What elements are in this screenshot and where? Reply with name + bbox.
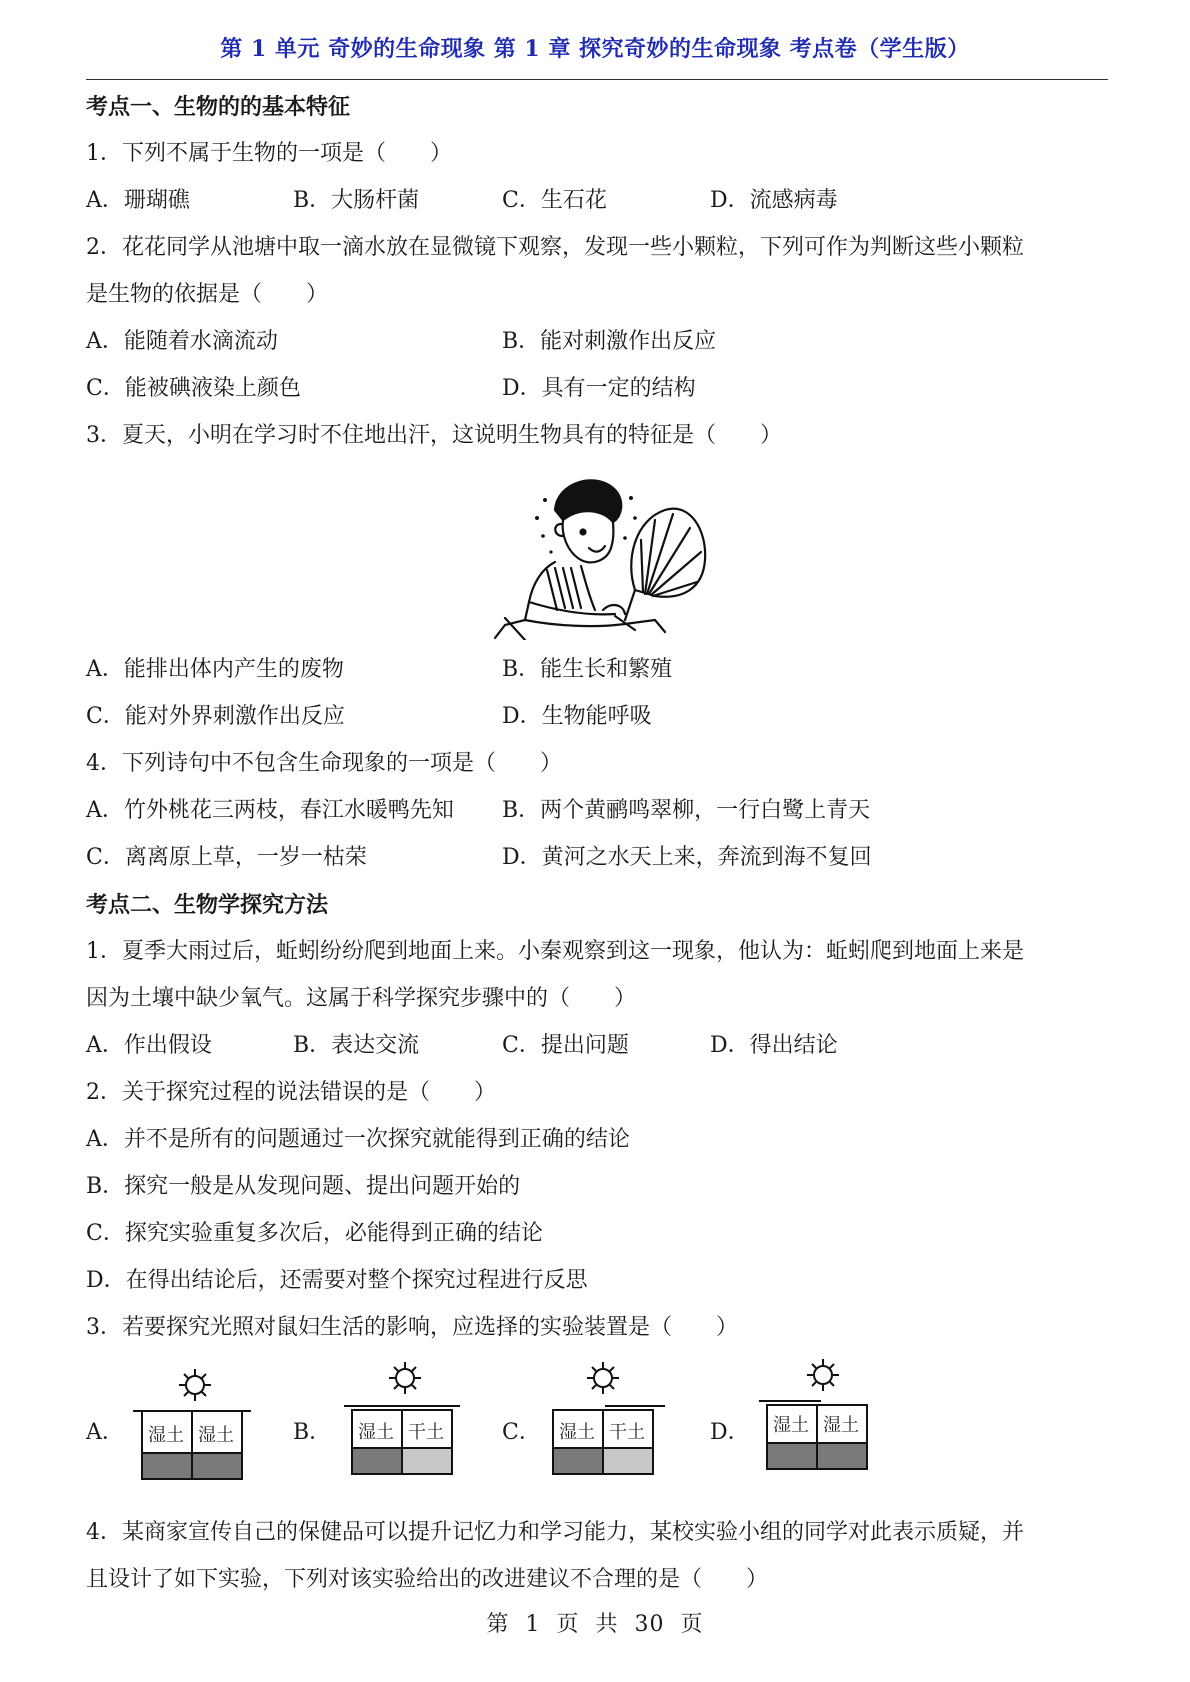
s1-q2-stem-line1: 2．花花同学从池塘中取一滴水放在显微镜下观察，发现一些小颗粒，下列可作为判断这些小颗粒 <box>86 235 1025 260</box>
setup-a-diagram <box>130 1365 255 1485</box>
setup-a-left-label: 湿土 <box>148 1425 184 1446</box>
s2-q4-stem-line1: 4．某商家宣传自己的保健品可以提升记忆力和学习能力，某校实验小组的同学对此表示质疑，并 <box>86 1520 1025 1545</box>
s2-q3-letter-d: D． <box>710 1420 750 1445</box>
s1-q1-stem: 1．下列不属于生物的一项是（ ） <box>86 141 452 166</box>
setup-c-diagram <box>545 1358 670 1478</box>
s2-q2-option-a: A．并不是所有的问题通过一次探究就能得到正确的结论 <box>86 1127 630 1152</box>
s1-q1-option-c: C．生石花 <box>502 188 607 213</box>
s2-q3-letter-a: A． <box>86 1420 124 1445</box>
sun-icon <box>807 1359 839 1391</box>
s2-q2-option-c: C．探究实验重复多次后，必能得到正确的结论 <box>86 1221 543 1246</box>
s2-q1-stem-line2: 因为土壤中缺少氧气。这属于科学探究步骤中的（ ） <box>86 986 637 1011</box>
page-header: 第 1 单元 奇妙的生命现象 第 1 章 探究奇妙的生命现象 考点卷（学生版） <box>220 36 970 62</box>
s2-q2-option-b: B．探究一般是从发现问题、提出问题开始的 <box>86 1174 521 1199</box>
footer-page-suffix: 页 <box>556 1612 580 1637</box>
setup-b-diagram <box>340 1358 465 1478</box>
s1-q3-option-b: B．能生长和繁殖 <box>502 657 673 682</box>
s1-q3-option-a: A．能排出体内产生的废物 <box>86 657 344 682</box>
s1-q2-option-d: D．具有一定的结构 <box>502 376 696 401</box>
setup-b-right-label: 干土 <box>408 1422 444 1443</box>
sun-icon <box>587 1362 619 1394</box>
setup-d-diagram <box>755 1355 880 1475</box>
s2-q1-option-d: D．得出结论 <box>710 1033 838 1058</box>
s1-q4-stem: 4．下列诗句中不包含生命现象的一项是（ ） <box>86 751 562 776</box>
s2-q2-option-d: D．在得出结论后，还需要对整个探究过程进行反思 <box>86 1268 588 1293</box>
s2-q3-stem: 3．若要探究光照对鼠妇生活的影响，应选择的实验装置是（ ） <box>86 1315 738 1340</box>
footer-total-suffix: 页 <box>680 1612 704 1637</box>
s2-q4-stem-line2: 且设计了如下实验，下列对该实验给出的改进建议不合理的是（ ） <box>86 1567 769 1592</box>
s1-q4-option-c: C．离离原上草，一岁一枯荣 <box>86 845 367 870</box>
setup-a-right-label: 湿土 <box>198 1425 234 1446</box>
s2-q3-letter-b: B． <box>293 1420 332 1445</box>
s1-q2-option-c: C．能被碘液染上颜色 <box>86 376 301 401</box>
setup-b-left-label: 湿土 <box>358 1422 394 1443</box>
s1-q4-option-a: A．竹外桃花三两枝，春江水暖鸭先知 <box>86 798 454 823</box>
s1-q3-option-c: C．能对外界刺激作出反应 <box>86 704 345 729</box>
sweating-boy-illustration <box>485 470 710 640</box>
s2-q1-option-c: C．提出问题 <box>502 1033 629 1058</box>
footer-page-number: 1 <box>525 1612 541 1637</box>
s2-q1-option-b: B．表达交流 <box>293 1033 420 1058</box>
s1-q1-option-b: B．大肠杆菌 <box>293 188 420 213</box>
footer-total-pages: 30 <box>634 1612 665 1637</box>
s1-q1-option-a: A．珊瑚礁 <box>86 188 190 213</box>
page-footer <box>0 1610 1190 1640</box>
s1-q4-option-b: B．两个黄鹂鸣翠柳，一行白鹭上青天 <box>502 798 871 823</box>
s1-q2-option-a: A．能随着水滴流动 <box>86 329 278 354</box>
s2-q1-option-a: A．作出假设 <box>86 1033 212 1058</box>
s1-q1-option-d: D．流感病毒 <box>710 188 838 213</box>
s1-q3-stem: 3．夏天，小明在学习时不住地出汗，这说明生物具有的特征是（ ） <box>86 423 782 448</box>
s2-q3-letter-c: C． <box>502 1420 541 1445</box>
section-2-title: 考点二、生物学探究方法 <box>86 892 329 918</box>
footer-total-prefix: 共 <box>595 1612 619 1637</box>
s1-q2-stem-line2: 是生物的依据是（ ） <box>86 282 329 307</box>
sun-icon <box>389 1362 421 1394</box>
setup-c-left-label: 湿土 <box>559 1422 595 1443</box>
header-divider <box>86 79 1108 80</box>
section-1-title: 考点一、生物的的基本特征 <box>86 94 351 120</box>
sun-icon <box>179 1369 211 1401</box>
s2-q1-stem-line1: 1．夏季大雨过后，蚯蚓纷纷爬到地面上来。小秦观察到这一现象，他认为：蚯蚓爬到地面上来是 <box>86 939 1025 964</box>
setup-c-right-label: 干土 <box>609 1422 645 1443</box>
s1-q4-option-d: D．黄河之水天上来，奔流到海不复回 <box>502 845 872 870</box>
s2-q2-stem: 2．关于探究过程的说法错误的是（ ） <box>86 1080 496 1105</box>
s1-q2-option-b: B．能对刺激作出反应 <box>502 329 717 354</box>
setup-d-left-label: 湿土 <box>773 1415 809 1436</box>
s1-q3-option-d: D．生物能呼吸 <box>502 704 652 729</box>
setup-d-right-label: 湿土 <box>823 1415 859 1436</box>
footer-page-prefix: 第 <box>486 1612 510 1637</box>
